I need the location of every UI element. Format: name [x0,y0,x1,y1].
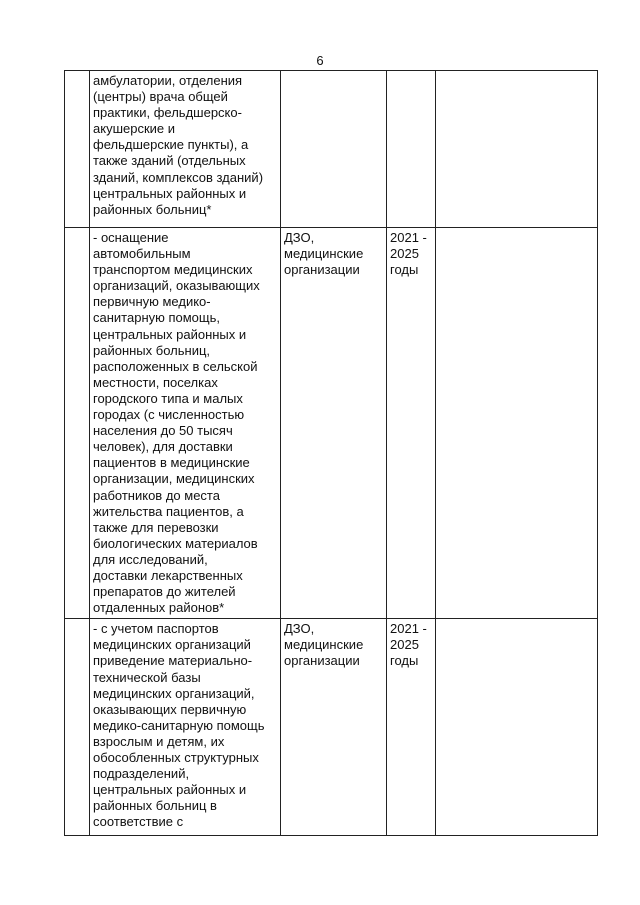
table-row [65,619,598,836]
period-cell [387,228,436,619]
row-number-cell [65,71,90,228]
executor-text: ДЗО, медицинские организации [284,230,364,278]
activity-cell [90,228,281,619]
result-cell [436,619,598,836]
row-number-cell [65,619,90,836]
activity-text: амбулатории, отделения (центры) врача общей практики, фельдшерско- акушерские и фельдшерские пункты), а также зданий (отдельных зданий, комплексов зданий) центральных районных и районных больниц* [93,73,264,217]
executor-text: ДЗО, медицинские организации [284,621,364,669]
executor-cell [281,71,387,228]
row-number-cell [65,228,90,619]
period-cell [387,619,436,836]
executor-cell [281,228,387,619]
table-row [65,228,598,619]
result-cell [436,71,598,228]
activity-text: - с учетом паспортов медицинских организаций приведение материально- технической базы медицинских организаций, оказывающих первичную медико-санитарную помощь взрослым и детям, их обособленных структурных подразделений, центральных районных и районных больниц в соответствие с [93,621,265,830]
plan-table [64,70,598,836]
activity-cell [90,619,281,836]
period-cell [387,71,436,228]
result-cell [436,228,598,619]
activity-text: - оснащение автомобильным транспортом медицинских организаций, оказывающих первичную медико- санитарную помощь, центральных районных и районных больниц, расположенных в сельской местности, поселках городского типа и малых городах (с численностью населения до 50 тысяч человек), для доставки пациентов в медицинские организации, медицинских работников до места жительства пациентов, а также для перевозки биологических материалов для исследований, доставки лекарственных препаратов до жителей отдаленных районов* [93,230,260,616]
activity-cell [90,71,281,228]
executor-cell [281,619,387,836]
period-text: 2021 - 2025 годы [390,230,427,278]
page-number: 6 [316,53,324,68]
period-text: 2021 - 2025 годы [390,621,427,669]
table-row [65,71,598,228]
